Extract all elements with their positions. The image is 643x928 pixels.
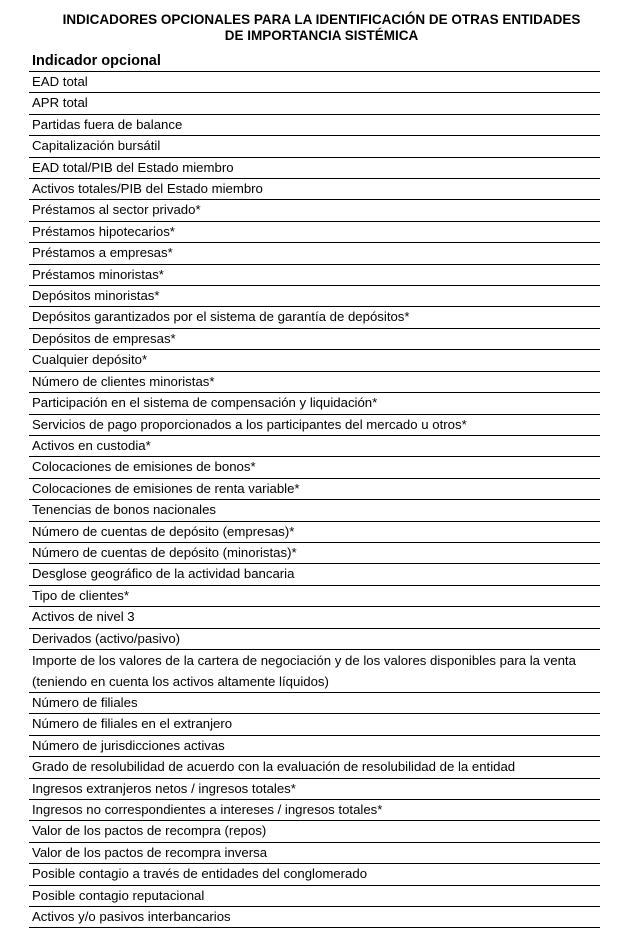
indicators-table [29,51,600,928]
table-row: Valor de los pactos de recompra (repos) [29,821,600,842]
table-row: Préstamos al sector privado* [29,200,600,221]
table-row: Ingresos extranjeros netos / ingresos totales* [29,779,600,800]
table-row: Cualquier depósito* [29,350,600,371]
table-row: Número de cuentas de depósito (minoristas)* [29,543,600,564]
table-row: Préstamos minoristas* [29,265,600,286]
table-row: Tipo de clientes* [29,586,600,607]
table-row: Posible contagio a través de entidades del conglomerado [29,864,600,885]
table-row: Colocaciones de emisiones de renta variable* [29,479,600,500]
table-row: Participación en el sistema de compensación y liquidación* [29,393,600,414]
table-row: Préstamos a empresas* [29,243,600,264]
table-row: Activos de nivel 3 [29,607,600,628]
table-row: Colocaciones de emisiones de bonos* [29,457,600,478]
table-row: Partidas fuera de balance [29,115,600,136]
table-row: Activos y/o pasivos interbancarios [29,907,600,928]
table-row: Número de jurisdicciones activas [29,736,600,757]
table-row: Número de cuentas de depósito (empresas)* [29,522,600,543]
table-row: Capitalización bursátil [29,136,600,157]
table-row: Depósitos minoristas* [29,286,600,307]
table-row: Activos en custodia* [29,436,600,457]
table-row: Importe de los valores de la cartera de negociación y de los valores disponibles para la venta (teniendo en cuenta los activos altamente líquidos) [29,650,600,693]
table-row: EAD total [29,72,600,93]
table-row: EAD total/PIB del Estado miembro [29,158,600,179]
table-row: Desglose geográfico de la actividad bancaria [29,564,600,585]
table-row: APR total [29,93,600,114]
table-body [29,72,600,928]
table-row: Grado de resolubilidad de acuerdo con la evaluación de resolubilidad de la entidad [29,757,600,778]
page-title-line-1: INDICADORES OPCIONALES PARA LA IDENTIFICACIÓN DE OTRAS ENTIDADES [62,12,581,27]
table-row: Depósitos de empresas* [29,329,600,350]
table-row: Número de clientes minoristas* [29,372,600,393]
table-row: Ingresos no correspondientes a intereses / ingresos totales* [29,800,600,821]
page-title [0,12,643,44]
table-row: Tenencias de bonos nacionales [29,500,600,521]
table-row: Préstamos hipotecarios* [29,222,600,243]
table-row: Activos totales/PIB del Estado miembro [29,179,600,200]
table-row: Depósitos garantizados por el sistema de garantía de depósitos* [29,307,600,328]
table-header: Indicador opcional [29,51,600,72]
table-row: Derivados (activo/pasivo) [29,629,600,650]
table-row: Número de filiales en el extranjero [29,714,600,735]
table-row: Valor de los pactos de recompra inversa [29,843,600,864]
table-row: Número de filiales [29,693,600,714]
table-row: Servicios de pago proporcionados a los participantes del mercado u otros* [29,415,600,436]
page-title-line-2: DE IMPORTANCIA SISTÉMICA [224,28,419,43]
table-row: Posible contagio reputacional [29,886,600,907]
